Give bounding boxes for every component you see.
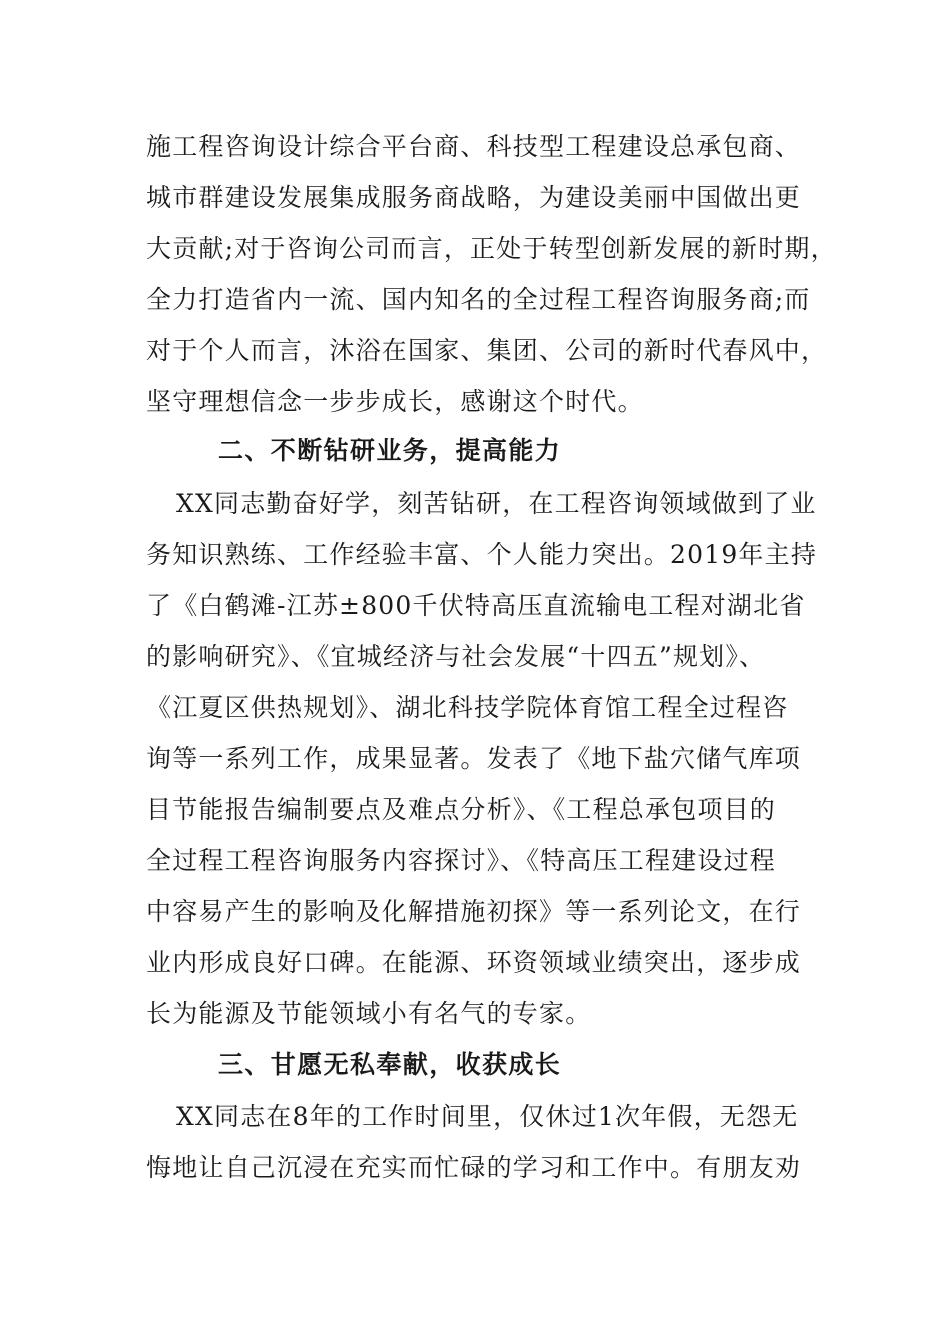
paragraph-2-line: XX同志勤奋好学，刻苦钻研，在工程咨询领域做到了业	[176, 489, 817, 518]
paragraph-2-line: 询等一系列工作，成果显著。发表了《地下盐穴储气库项	[146, 744, 802, 773]
paragraph-1-line: 对于个人而言，沐浴在国家、集团、公司的新时代春风中，	[146, 336, 828, 365]
paragraph-2-line: 了《白鹤滩-江苏±800千伏特高压直流输电工程对湖北省	[146, 591, 806, 620]
paragraph-1-line: 施工程咨询设计综合平台商、科技型工程建设总承包商、	[146, 132, 802, 161]
paragraph-2-line: 业内形成良好口碑。在能源、环资领域业绩突出，逐步成	[146, 948, 802, 977]
paragraph-2-line: 《江夏区供热规划》、湖北科技学院体育馆工程全过程咨	[146, 693, 789, 722]
paragraph-3-line: 悔地让自己沉浸在充实而忙碌的学习和工作中。有朋友劝	[146, 1153, 802, 1182]
paragraph-3-line: XX同志在8年的工作时间里，仅休过1次年假，无怨无	[176, 1102, 799, 1131]
section-heading-3: 三、甘愿无私奉献，收获成长	[218, 1050, 562, 1079]
section-heading-2: 二、不断钻研业务，提高能力	[218, 436, 562, 465]
paragraph-2-line: 全过程工程咨询服务内容探讨》、《特高压工程建设过程	[146, 846, 777, 875]
paragraph-1-line: 大贡献;对于咨询公司而言，正处于转型创新发展的新时期，	[146, 234, 837, 263]
paragraph-1-line: 全力打造省内一流、国内知名的全过程工程咨询服务商;而	[146, 285, 811, 314]
paragraph-2-line: 目节能报告编制要点及难点分析》、《工程总承包项目的	[146, 795, 777, 824]
paragraph-2-line: 中容易产生的影响及化解措施初探》等一系列论文，在行	[146, 897, 802, 926]
paragraph-1-line: 坚守理想信念一步步成长，感谢这个时代。	[146, 387, 644, 416]
paragraph-2-line: 的影响研究》、《宜城经济与社会发展“十四五”规划》、	[146, 642, 766, 671]
paragraph-2-line: 务知识熟练、工作经验丰富、个人能力突出。2019年主持	[146, 540, 818, 569]
paragraph-1-line: 城市群建设发展集成服务商战略，为建设美丽中国做出更	[146, 183, 802, 212]
paragraph-2-line: 长为能源及节能领域小有名气的专家。	[146, 999, 592, 1028]
